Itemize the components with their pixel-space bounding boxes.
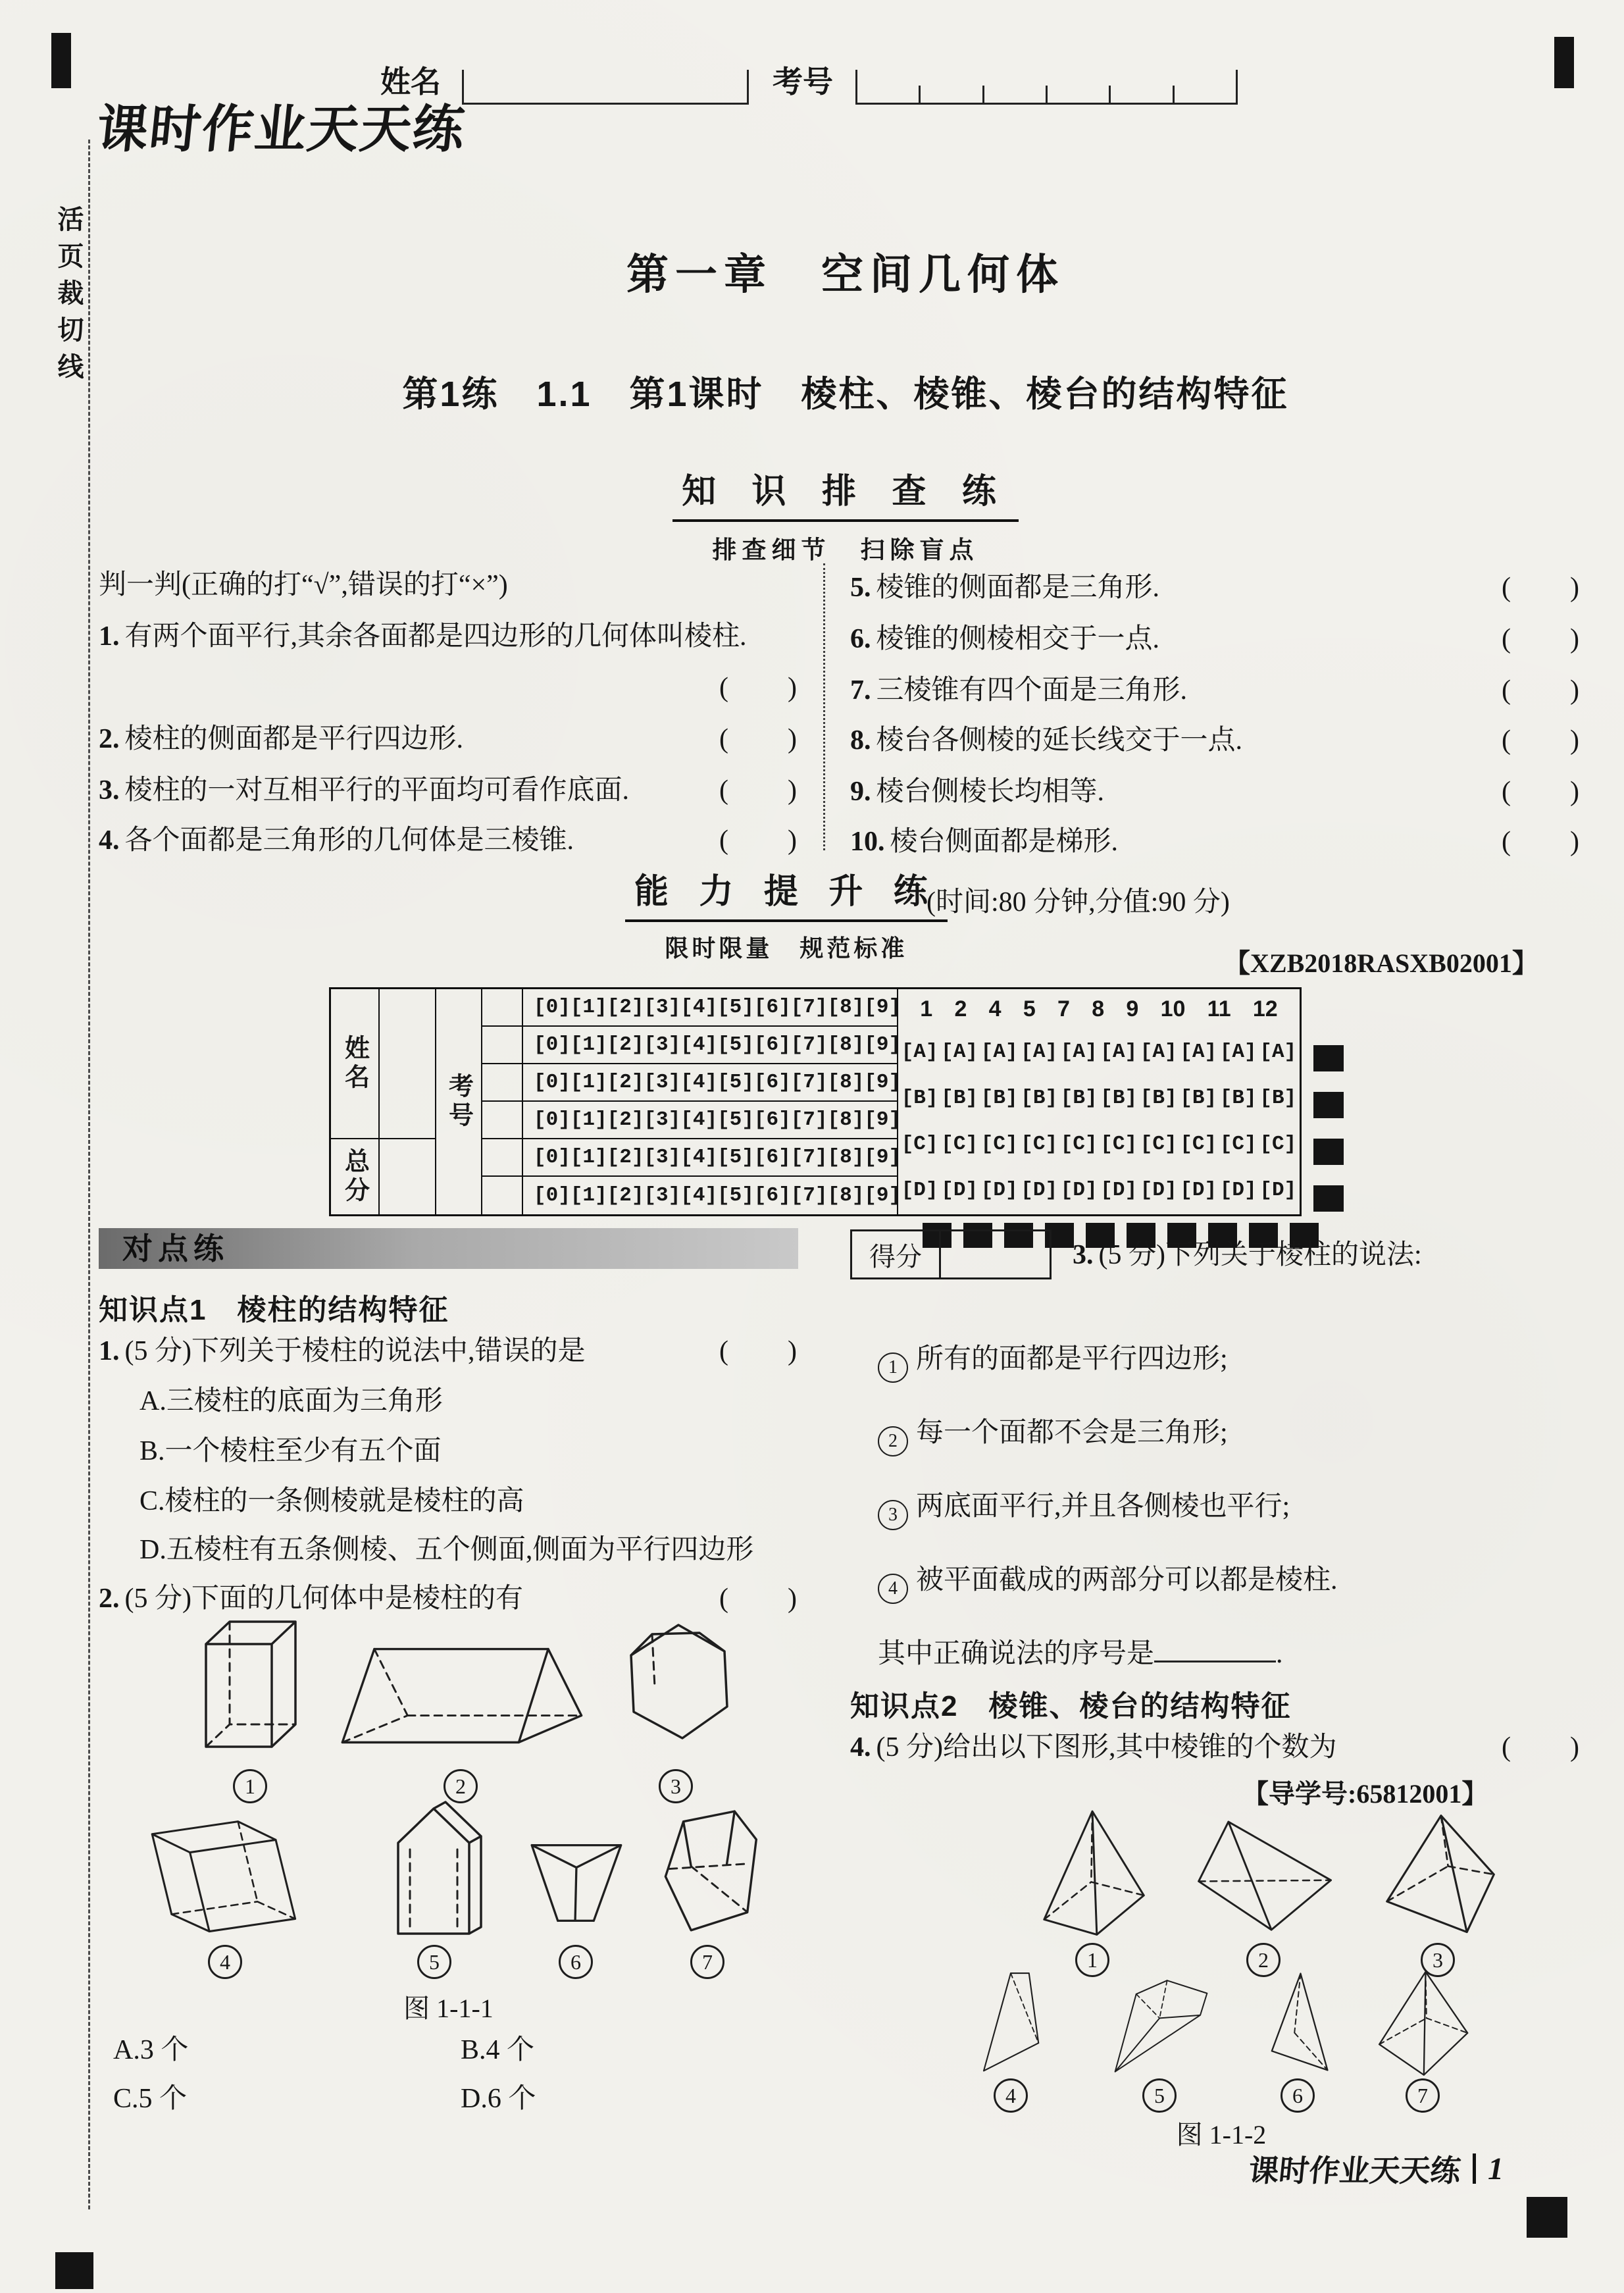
practice-banner: 对点练 [99, 1228, 798, 1269]
digit-bubble[interactable]: [9] [864, 1108, 901, 1131]
digit-bubble[interactable]: [3] [644, 1033, 681, 1056]
answer-bubble[interactable]: [A] [1259, 1040, 1297, 1064]
answer-bubble[interactable]: [A] [1100, 1040, 1138, 1064]
digit-bubble[interactable]: [4] [680, 1108, 718, 1131]
statement-text: 每一个面都不会是三角形; [916, 1418, 1228, 1448]
review-section-header [99, 463, 1592, 565]
question-row [99, 1333, 798, 1370]
figure-hexagonal-prism [615, 1616, 737, 1747]
answer-bracket[interactable]: ( ) [1502, 573, 1581, 603]
omr-digit-write-cell[interactable] [482, 1102, 523, 1139]
answer-bubble[interactable]: [C] [1140, 1132, 1177, 1156]
answer-bubble[interactable]: [A] [1021, 1040, 1058, 1064]
question-number: 3. [1073, 1240, 1094, 1270]
answer-bubble[interactable]: [A] [941, 1040, 978, 1064]
digit-bubble[interactable]: [8] [827, 996, 865, 1019]
omr-option-row [898, 1167, 1300, 1213]
footer-brand: 课时作业天天练 [1246, 2153, 1463, 2188]
digit-bubble[interactable]: [1] [570, 996, 607, 1019]
footer-divider [1473, 2153, 1476, 2184]
omr-option-row [898, 1029, 1300, 1075]
omr-name-write-cell[interactable] [380, 989, 436, 1139]
question-text: (5 分)给出以下图形,其中棱锥的个数为 [876, 1732, 1337, 1763]
question-number: 1. [99, 1336, 120, 1366]
question-text: 棱锥的侧面都是三角形. [876, 573, 1160, 603]
question-number: 3. [99, 775, 120, 806]
question-row [99, 823, 798, 859]
cut-line-label: 活页裁切线 [54, 205, 83, 390]
page-title: 课时作业天天练 [93, 100, 469, 158]
omr-digit-row [523, 1027, 901, 1064]
omr-digit-row [523, 989, 901, 1027]
question-row [850, 1730, 1581, 1766]
figure-oblique-prism [128, 1807, 322, 1938]
digit-bubble[interactable]: [0] [534, 996, 571, 1019]
figure-label: 1 [1075, 1943, 1109, 1977]
digit-bubble[interactable]: [4] [680, 1071, 718, 1094]
option-c[interactable]: C.5 个 [113, 2084, 188, 2114]
registration-mark [1527, 2197, 1567, 2238]
figure-pyramid [1181, 1815, 1346, 1934]
answer-bubble[interactable]: [C] [1180, 1132, 1217, 1156]
name-field[interactable] [462, 70, 749, 105]
digit-bubble[interactable]: [2] [607, 1071, 644, 1094]
option-d[interactable]: D.五棱柱有五条侧棱、五个侧面,侧面为平行四边形 [140, 1535, 754, 1565]
digit-bubble[interactable]: [4] [680, 1033, 718, 1056]
figure-label: 1 [233, 1769, 267, 1803]
statement-item [878, 1415, 1228, 1456]
figure-label: 2 [444, 1769, 478, 1803]
digit-bubble[interactable]: [5] [717, 1033, 754, 1056]
question-number: 6. [850, 624, 871, 654]
figure-pyramid [1352, 1967, 1494, 2076]
exam-number-field[interactable] [855, 70, 1238, 105]
omr-question-number: 5 [1023, 996, 1036, 1021]
answer-bracket[interactable]: ( ) [1502, 725, 1581, 756]
omr-name-label: 姓名 [331, 989, 380, 1139]
figure-caption: 图 1-1-1 [403, 1994, 494, 2023]
omr-question-numbers [898, 989, 1300, 1029]
digit-bubble[interactable]: [1] [570, 1071, 607, 1094]
lesson-title: 第1练 1.1 第1课时 棱柱、棱锥、棱台的结构特征 [402, 374, 1289, 414]
digit-bubble[interactable]: [8] [827, 1108, 865, 1131]
digit-bubble[interactable]: [9] [864, 1184, 901, 1207]
question-row [99, 773, 798, 809]
answer-bubble[interactable]: [D] [1180, 1178, 1217, 1202]
figure-label: 4 [994, 2078, 1028, 2113]
question-text: 棱锥的侧棱相交于一点. [876, 624, 1160, 654]
digit-bubble[interactable]: [8] [827, 1071, 865, 1094]
score-box [850, 1229, 1052, 1279]
answer-bubble[interactable]: [B] [1100, 1086, 1138, 1110]
omr-answer-sheet [329, 987, 1302, 1216]
digit-bubble[interactable]: [0] [534, 1184, 571, 1207]
omr-question-number: 1 [920, 996, 933, 1021]
digit-bubble[interactable]: [6] [753, 1184, 791, 1207]
omr-digit-row [523, 1102, 901, 1139]
omr-question-number: 9 [1126, 996, 1139, 1021]
digit-bubble[interactable]: [4] [680, 1184, 718, 1207]
digit-bubble[interactable]: [9] [864, 1146, 901, 1169]
question-text: (5 分)下列关于棱柱的说法: [1098, 1240, 1422, 1270]
digit-bubble[interactable]: [7] [790, 1108, 828, 1131]
figure-pyramid [1254, 1969, 1342, 2076]
answer-bracket[interactable]: ( ) [1502, 1732, 1581, 1763]
figure-label: 3 [659, 1769, 693, 1803]
omr-digit-write-cell[interactable] [482, 1177, 523, 1214]
question-text: 棱柱的侧面都是平行四边形. [124, 724, 464, 754]
fill-blank-row [878, 1636, 1283, 1672]
omr-digit-write-cell[interactable] [482, 1064, 523, 1102]
knowledge-point-2: 知识点2 棱锥、棱台的结构特征 [850, 1690, 1292, 1722]
omr-question-number: 12 [1252, 996, 1278, 1021]
digit-bubble[interactable]: [8] [827, 1146, 865, 1169]
answer-bubble[interactable]: [A] [1180, 1040, 1217, 1064]
omr-total-write-cell[interactable] [380, 1139, 436, 1214]
answer-bubble[interactable]: [B] [980, 1086, 1018, 1110]
question-number: 2. [99, 1584, 120, 1614]
omr-question-number: 10 [1160, 996, 1186, 1021]
question-number: 8. [850, 725, 871, 756]
answer-bubble[interactable]: [C] [1021, 1132, 1058, 1156]
answer-bubble[interactable]: [C] [901, 1132, 938, 1156]
figure-label: 6 [1281, 2078, 1315, 2113]
answer-bracket[interactable]: ( ) [1502, 624, 1581, 654]
review-section-subtitle: 排查细节 扫除盲点 [712, 536, 979, 563]
answer-bubble[interactable]: [D] [980, 1178, 1018, 1202]
digit-bubble[interactable]: [6] [753, 1033, 791, 1056]
name-label: 姓名 [380, 64, 441, 99]
answer-bubble[interactable]: [D] [941, 1178, 978, 1202]
digit-bubble[interactable]: [2] [607, 1033, 644, 1056]
digit-bubble[interactable]: [1] [570, 1033, 607, 1056]
figure-pyramid [1030, 1805, 1155, 1936]
omr-question-number: 2 [954, 996, 967, 1021]
digit-bubble[interactable]: [2] [607, 1184, 644, 1207]
registration-mark [55, 2252, 93, 2289]
digit-bubble[interactable]: [4] [680, 996, 718, 1019]
answer-bubble[interactable]: [B] [1060, 1086, 1098, 1110]
omr-digit-row [523, 1139, 901, 1177]
judge-instruction: 判一判(正确的打“√”,错误的打“×”) [99, 570, 508, 600]
statement-text: 被平面截成的两部分可以都是棱柱. [916, 1565, 1338, 1595]
digit-bubble[interactable]: [7] [790, 996, 828, 1019]
answer-bubble[interactable]: [A] [1219, 1040, 1257, 1064]
answer-bubble[interactable]: [B] [1180, 1086, 1217, 1110]
omr-option-grid [898, 1029, 1300, 1214]
omr-question-number: 4 [988, 996, 1002, 1021]
question-text: 棱台各侧棱的延长线交于一点. [876, 725, 1243, 756]
answer-bubble[interactable]: [C] [1100, 1132, 1138, 1156]
answer-bracket[interactable]: ( ) [1502, 827, 1581, 857]
figure-label: 7 [690, 1945, 724, 1979]
digit-bubble[interactable]: [0] [534, 1146, 571, 1169]
question-number: 10. [850, 827, 885, 857]
answer-bubble[interactable]: [D] [1100, 1178, 1138, 1202]
digit-bubble[interactable]: [1] [570, 1108, 607, 1131]
figure-pentagonal-prism [385, 1795, 484, 1939]
statement-text: 两底面平行,并且各侧棱也平行; [916, 1491, 1290, 1522]
option-a[interactable]: A.三棱柱的底面为三角形 [140, 1386, 443, 1416]
figure-cuboid [188, 1611, 313, 1759]
omr-digit-row [523, 1177, 901, 1214]
statement-mark: 2 [878, 1426, 908, 1456]
answer-bubble[interactable]: [B] [1021, 1086, 1058, 1110]
fill-blank-text: 其中正确说法的序号是 [878, 1639, 1155, 1669]
answer-bracket-row [99, 670, 798, 706]
figure-label: 7 [1406, 2078, 1440, 2113]
digit-bubble[interactable]: [9] [864, 1071, 901, 1094]
question-number: 9. [850, 777, 871, 807]
answer-bracket[interactable]: ( ) [719, 673, 798, 703]
digit-bubble[interactable]: [6] [753, 1071, 791, 1094]
question-text: (5 分)下面的几何体中是棱柱的有 [124, 1584, 523, 1614]
answer-bubble[interactable]: [D] [1060, 1178, 1098, 1202]
digit-bubble[interactable]: [5] [717, 1184, 754, 1207]
answer-bubble[interactable]: [A] [1140, 1040, 1177, 1064]
chapter-title: 第一章 空间几何体 [626, 251, 1065, 298]
question-number: 1. [99, 621, 120, 652]
question-text: 有两个面平行,其余各面都是四边形的几何体叫棱柱. [124, 621, 747, 652]
answer-bracket[interactable]: ( ) [719, 724, 798, 754]
question-number: 5. [850, 573, 871, 603]
statement-item [878, 1489, 1290, 1530]
statement-mark: 4 [878, 1574, 908, 1604]
question-row [850, 673, 1581, 709]
question-text: 三棱锥有四个面是三角形. [876, 675, 1188, 706]
answer-bracket[interactable]: ( ) [1502, 675, 1581, 706]
omr-total-label: 总分 [331, 1139, 380, 1214]
figure-label: 6 [559, 1945, 593, 1979]
answer-bubble[interactable]: [C] [941, 1132, 978, 1156]
omr-question-number: 11 [1207, 996, 1231, 1021]
omr-timing-mark [1313, 1139, 1344, 1165]
answer-bubble[interactable]: [C] [980, 1132, 1018, 1156]
question-row [1073, 1237, 1599, 1274]
boost-section-header [625, 863, 948, 964]
fill-blank-period: . [1276, 1639, 1283, 1669]
question-number: 7. [850, 675, 871, 706]
answer-bubble[interactable]: [D] [1021, 1178, 1058, 1202]
digit-bubble[interactable]: [3] [644, 1071, 681, 1094]
answer-bracket[interactable]: ( ) [719, 1584, 798, 1614]
answer-bracket[interactable]: ( ) [1502, 777, 1581, 807]
statement-mark: 1 [878, 1353, 908, 1383]
column-divider [823, 563, 825, 850]
figure-irregular-polyhedron [651, 1805, 763, 1936]
omr-timing-mark [1313, 1092, 1344, 1118]
digit-bubble[interactable]: [4] [680, 1146, 718, 1169]
statement-item [878, 1562, 1338, 1604]
digit-bubble[interactable]: [6] [753, 996, 791, 1019]
figure-label: 5 [1142, 2078, 1177, 2113]
answer-bubble[interactable]: [B] [1140, 1086, 1177, 1110]
digit-bubble[interactable]: [3] [644, 1146, 681, 1169]
statement-text: 所有的面都是平行四边形; [916, 1344, 1228, 1374]
review-section-title: 知 识 排 查 练 [672, 463, 1019, 522]
answer-bubble[interactable]: [A] [1060, 1040, 1098, 1064]
digit-bubble[interactable]: [5] [717, 1108, 754, 1131]
omr-digit-write-cell[interactable] [482, 1027, 523, 1064]
digit-bubble[interactable]: [5] [717, 996, 754, 1019]
answer-bubble[interactable]: [D] [1259, 1178, 1297, 1202]
question-text: (5 分)下列关于棱柱的说法中,错误的是 [124, 1336, 586, 1366]
omr-digit-write-cell[interactable] [482, 1139, 523, 1177]
omr-question-number: 7 [1057, 996, 1070, 1021]
digit-bubble[interactable]: [9] [864, 996, 901, 1019]
question-row [850, 723, 1581, 759]
knowledge-point-1: 知识点1 棱柱的结构特征 [99, 1294, 449, 1326]
digit-bubble[interactable]: [5] [717, 1071, 754, 1094]
figure-label: 5 [417, 1945, 451, 1979]
answer-bracket[interactable]: ( ) [719, 825, 798, 856]
digit-bubble[interactable]: [7] [790, 1071, 828, 1094]
digit-bubble[interactable]: [7] [790, 1033, 828, 1056]
page-number: 1 [1488, 2151, 1504, 2186]
omr-timing-mark [1313, 1185, 1344, 1212]
paper-code: 【XZB2018RASXB02001】 [1224, 948, 1538, 978]
question-row [99, 619, 798, 655]
figure-caption: 图 1-1-2 [1176, 2120, 1267, 2150]
boost-section-subtitle: 限时限量 规范标准 [665, 935, 908, 962]
question-number: 4. [99, 825, 120, 856]
question-row [850, 621, 1581, 657]
boost-section-title: 能 力 提 升 练 [625, 863, 948, 922]
question-text: 棱柱的一对互相平行的平面均可看作底面. [124, 775, 630, 806]
digit-bubble[interactable]: [1] [570, 1184, 607, 1207]
digit-bubble[interactable]: [7] [790, 1146, 828, 1169]
registration-mark [1554, 37, 1574, 88]
figure-triangular-prism [332, 1639, 589, 1751]
option-a[interactable]: A.3 个 [113, 2035, 189, 2065]
figure-frustum [523, 1824, 628, 1931]
option-b[interactable]: B.一个棱柱至少有五个面 [140, 1436, 442, 1466]
figure-label: 2 [1246, 1943, 1281, 1977]
option-c[interactable]: C.棱柱的一条侧棱就是棱柱的高 [140, 1486, 524, 1516]
question-row [99, 721, 798, 758]
answer-bubble[interactable]: [C] [1060, 1132, 1098, 1156]
question-row [850, 774, 1581, 810]
answer-bubble[interactable]: [D] [901, 1178, 938, 1202]
digit-bubble[interactable]: [2] [607, 1146, 644, 1169]
answer-bubble[interactable]: [C] [1219, 1132, 1257, 1156]
question-number: 4. [850, 1732, 871, 1763]
digit-bubble[interactable]: [3] [644, 996, 681, 1019]
answer-bubble[interactable]: [A] [980, 1040, 1018, 1064]
answer-bubble[interactable]: [B] [941, 1086, 978, 1110]
guide-code: 【导学号:65812001】 [1242, 1779, 1488, 1809]
statement-mark: 3 [878, 1500, 908, 1530]
omr-digit-row [523, 1064, 901, 1102]
digit-bubble[interactable]: [0] [534, 1033, 571, 1056]
digit-bubble[interactable]: [7] [790, 1184, 828, 1207]
digit-bubble[interactable]: [6] [753, 1108, 791, 1131]
option-b[interactable]: B.4 个 [461, 2035, 535, 2065]
digit-bubble[interactable]: [0] [534, 1108, 571, 1131]
answer-bubble[interactable]: [D] [1219, 1178, 1257, 1202]
cut-line [88, 140, 90, 2209]
answer-bubble[interactable]: [B] [1259, 1086, 1297, 1110]
question-row [850, 824, 1581, 860]
question-row [850, 570, 1581, 606]
question-number: 2. [99, 724, 120, 754]
figure-label: 3 [1421, 1943, 1455, 1977]
fill-blank-field[interactable] [1154, 1638, 1276, 1662]
omr-option-row [898, 1121, 1300, 1167]
score-label: 得分 [852, 1231, 941, 1277]
digit-bubble[interactable]: [3] [644, 1184, 681, 1207]
question-text: 各个面都是三角形的几何体是三棱锥. [124, 825, 574, 856]
digit-bubble[interactable]: [3] [644, 1108, 681, 1131]
option-d[interactable]: D.6 个 [461, 2084, 536, 2114]
digit-bubble[interactable]: [8] [827, 1033, 865, 1056]
answer-bubble[interactable]: [B] [1219, 1086, 1257, 1110]
answer-bracket[interactable]: ( ) [719, 1336, 798, 1366]
time-score-note: (时间:80 分钟,分值:90 分) [926, 887, 1230, 917]
omr-digit-write-cell[interactable] [482, 989, 523, 1027]
score-value-cell[interactable] [941, 1231, 1050, 1277]
question-text: 棱台侧面都是梯形. [890, 827, 1119, 857]
digit-bubble[interactable]: [8] [827, 1184, 865, 1207]
figure-pyramid [1372, 1809, 1504, 1935]
omr-exam-label: 考号 [436, 989, 482, 1214]
digit-bubble[interactable]: [9] [864, 1033, 901, 1056]
exam-number-label: 考号 [773, 64, 833, 99]
omr-timing-mark [1313, 1045, 1344, 1071]
registration-mark [51, 33, 71, 88]
statement-item [878, 1341, 1228, 1383]
digit-bubble[interactable]: [2] [607, 996, 644, 1019]
answer-bubble[interactable]: [D] [1140, 1178, 1177, 1202]
omr-question-number: 8 [1092, 996, 1105, 1021]
digit-bubble[interactable]: [1] [570, 1146, 607, 1169]
answer-bubble[interactable]: [A] [901, 1040, 938, 1064]
answer-bubble[interactable]: [C] [1259, 1132, 1297, 1156]
digit-bubble[interactable]: [6] [753, 1146, 791, 1169]
figure-pyramid [962, 1969, 1059, 2073]
digit-bubble[interactable]: [0] [534, 1071, 571, 1094]
page-footer [1246, 2147, 1504, 2190]
figure-pyramid [1086, 1974, 1234, 2073]
answer-bracket[interactable]: ( ) [719, 775, 798, 806]
omr-option-row [898, 1075, 1300, 1121]
answer-bubble[interactable]: [B] [901, 1086, 938, 1110]
digit-bubble[interactable]: [5] [717, 1146, 754, 1169]
digit-bubble[interactable]: [2] [607, 1108, 644, 1131]
question-text: 棱台侧棱长均相等. [876, 777, 1105, 807]
figure-label: 4 [208, 1945, 242, 1979]
